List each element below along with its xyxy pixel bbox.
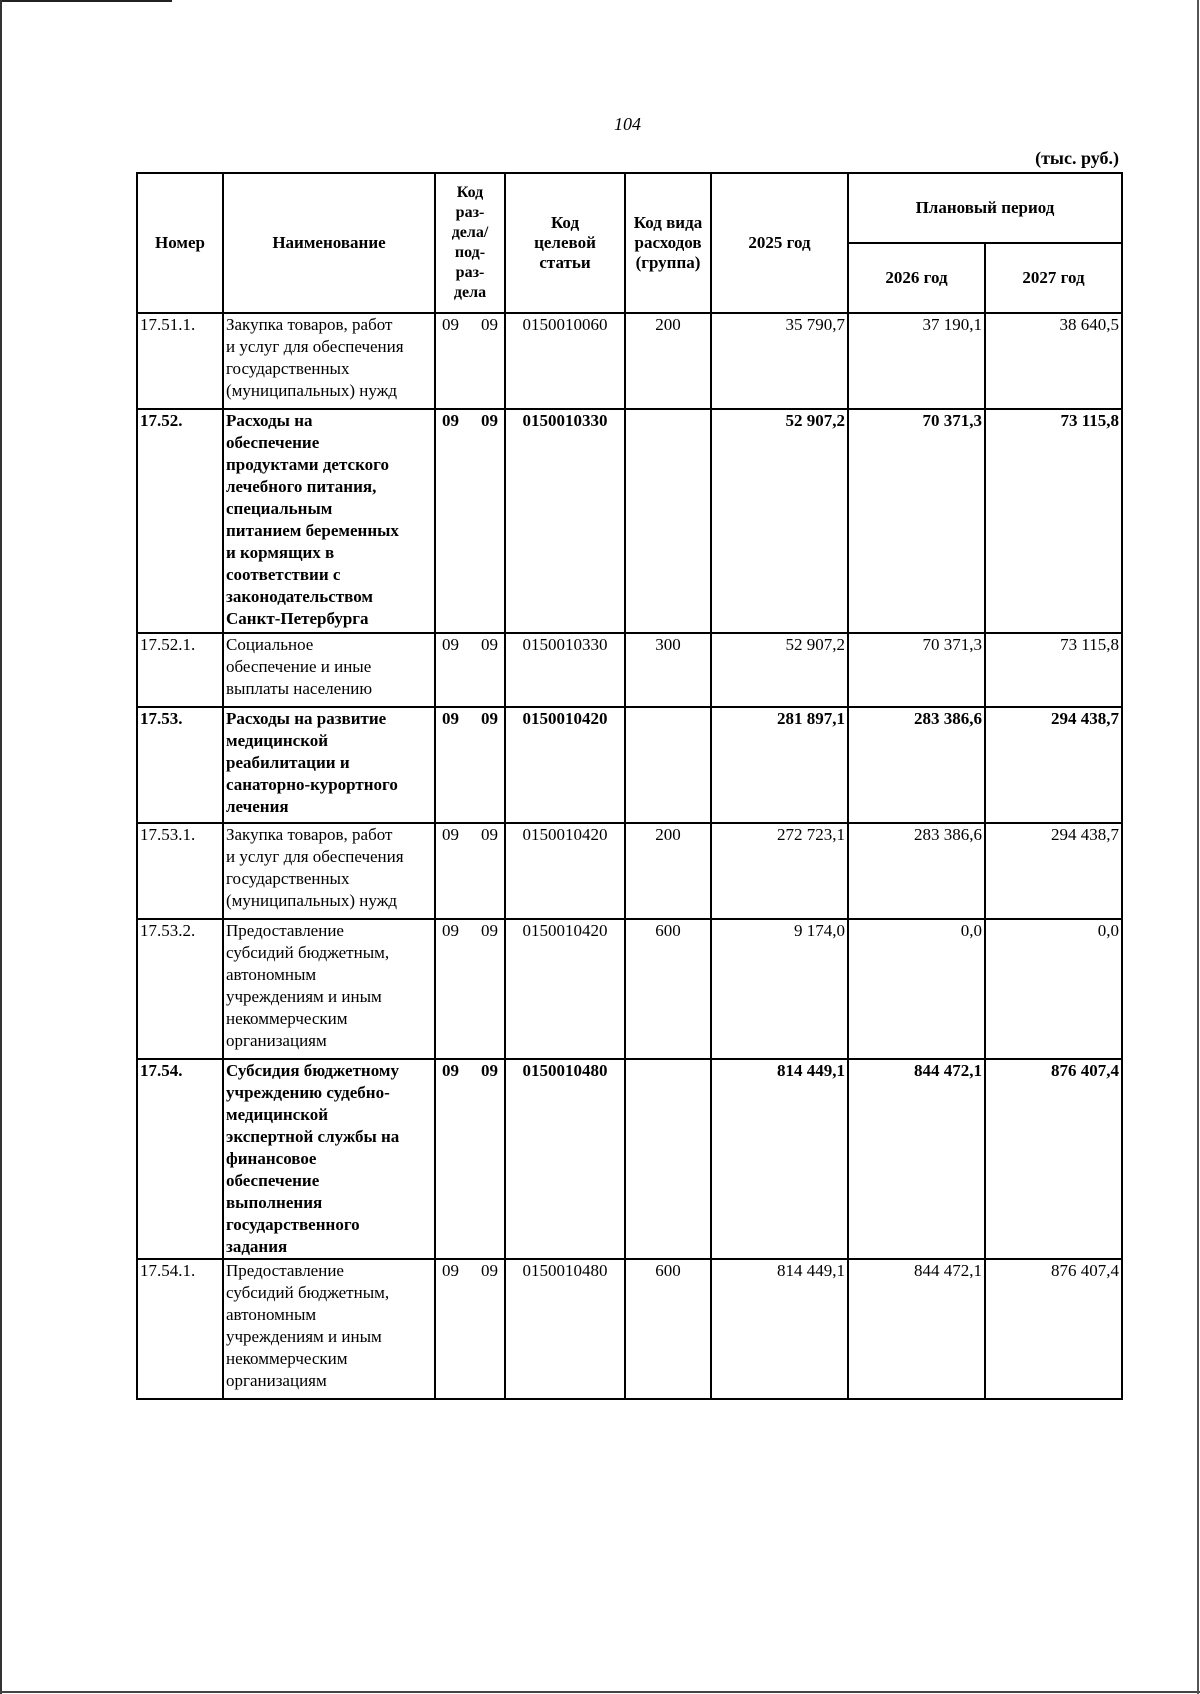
section-code: 09 — [442, 709, 459, 728]
cell-name-line: Субсидия бюджетному — [226, 1061, 399, 1080]
cell-amount-2027: 294 438,7 — [985, 707, 1122, 823]
cell-name-line: и кормящих в — [226, 543, 335, 562]
cell-name-line: и услуг для обеспечения — [226, 847, 404, 866]
table-row — [137, 1259, 1122, 1399]
cell-name-line: Предоставление — [226, 921, 344, 940]
header-year-2026: 2026 год — [848, 243, 985, 313]
cell-expense-type — [625, 409, 711, 633]
cell-name-line: лечебного питания, — [226, 477, 377, 496]
cell-name-line: и услуг для обеспечения — [226, 337, 404, 356]
cell-name-line: Закупка товаров, работ — [226, 825, 393, 844]
subsection-code: 09 — [481, 709, 498, 728]
cell-name-line: законодательством — [226, 587, 374, 606]
cell-amount-2027: 73 115,8 — [985, 633, 1122, 707]
subsection-code: 09 — [481, 411, 498, 430]
cell-amount-2027: 876 407,4 — [985, 1259, 1122, 1399]
scan-edge-right — [1197, 0, 1199, 1694]
cell-number: 17.53.2. — [137, 919, 223, 1059]
header-section-code-line: дела — [453, 284, 487, 301]
subsection-code: 09 — [481, 825, 498, 844]
cell-target-code: 0150010060 — [505, 313, 625, 409]
cell-section-code — [435, 409, 505, 633]
header-target-code — [505, 173, 625, 313]
cell-amount-2025: 814 449,1 — [711, 1059, 848, 1259]
cell-section-code — [435, 1059, 505, 1259]
cell-name-line: санаторно-курортного — [226, 775, 398, 794]
cell-name-line: реабилитации и — [226, 753, 350, 772]
cell-amount-2027: 0,0 — [985, 919, 1122, 1059]
cell-name-line: задания — [226, 1237, 288, 1256]
table-row — [137, 823, 1122, 919]
header-target-code-line: целевой — [534, 233, 596, 252]
cell-name-line: экспертной службы на — [226, 1127, 400, 1146]
cell-amount-2026: 70 371,3 — [848, 633, 985, 707]
cell-target-code: 0150010330 — [505, 409, 625, 633]
cell-name-line: Предоставление — [226, 1261, 344, 1280]
section-code: 09 — [442, 1261, 459, 1280]
header-name: Наименование — [223, 173, 435, 313]
cell-target-code: 0150010420 — [505, 707, 625, 823]
cell-expense-type: 200 — [625, 823, 711, 919]
scan-edge-bottom — [0, 1691, 1200, 1693]
cell-name-line: некоммерческим — [226, 1349, 348, 1368]
header-section-code-line: раз- — [455, 204, 485, 221]
cell-amount-2026: 37 190,1 — [848, 313, 985, 409]
cell-name-line: обеспечение — [226, 433, 320, 452]
table-row — [137, 1059, 1122, 1259]
section-code: 09 — [442, 635, 459, 654]
cell-expense-type — [625, 707, 711, 823]
cell-amount-2027: 38 640,5 — [985, 313, 1122, 409]
cell-name — [223, 919, 435, 1059]
cell-number: 17.52. — [137, 409, 223, 633]
cell-name-line: учреждениям и иным — [226, 1327, 382, 1346]
cell-number: 17.54. — [137, 1059, 223, 1259]
table-body — [137, 313, 1122, 1399]
section-code: 09 — [442, 1061, 459, 1080]
header-expense-type-line: расходов — [634, 233, 702, 252]
cell-name-line: медицинской — [226, 1105, 329, 1124]
cell-name-line: выплаты населению — [226, 679, 373, 698]
cell-name-line: обеспечение и иные — [226, 657, 372, 676]
cell-amount-2025: 52 907,2 — [711, 409, 848, 633]
cell-amount-2025: 35 790,7 — [711, 313, 848, 409]
cell-name-line: государственных — [226, 869, 350, 888]
cell-number: 17.54.1. — [137, 1259, 223, 1399]
cell-name-line: некоммерческим — [226, 1009, 348, 1028]
cell-section-code — [435, 313, 505, 409]
section-code: 09 — [442, 825, 459, 844]
cell-amount-2027: 294 438,7 — [985, 823, 1122, 919]
cell-name-line: медицинской — [226, 731, 329, 750]
header-section-code-line: под- — [454, 244, 486, 261]
cell-name — [223, 409, 435, 633]
cell-section-code — [435, 1259, 505, 1399]
cell-name-line: финансовое — [226, 1149, 317, 1168]
cell-name-line: лечения — [226, 797, 289, 816]
cell-name — [223, 313, 435, 409]
cell-amount-2025: 52 907,2 — [711, 633, 848, 707]
subsection-code: 09 — [481, 1061, 498, 1080]
cell-amount-2026: 70 371,3 — [848, 409, 985, 633]
cell-amount-2026: 283 386,6 — [848, 707, 985, 823]
header-year-2027: 2027 год — [985, 243, 1122, 313]
cell-name-line: Расходы на развитие — [226, 709, 387, 728]
cell-target-code: 0150010420 — [505, 823, 625, 919]
cell-name — [223, 633, 435, 707]
cell-name-line: Расходы на — [226, 411, 313, 430]
cell-name — [223, 1059, 435, 1259]
header-section-code-line: дела/ — [451, 224, 489, 241]
section-code: 09 — [442, 921, 459, 940]
cell-name-line: Санкт-Петербурга — [226, 609, 369, 628]
cell-amount-2026: 844 472,1 — [848, 1059, 985, 1259]
cell-target-code: 0150010330 — [505, 633, 625, 707]
page-number: 104 — [614, 114, 641, 134]
cell-name-line: соответствии с — [226, 565, 341, 584]
header-section-code-line: раз- — [455, 264, 485, 281]
cell-target-code: 0150010480 — [505, 1059, 625, 1259]
cell-name-line: (муниципальных) нужд — [226, 381, 398, 400]
cell-expense-type — [625, 1059, 711, 1259]
section-code: 09 — [442, 315, 459, 334]
subsection-code: 09 — [481, 635, 498, 654]
table-row — [137, 633, 1122, 707]
header-target-code-line: Код — [550, 213, 580, 232]
header-expense-type-line: Код вида — [633, 213, 703, 232]
cell-number: 17.52.1. — [137, 633, 223, 707]
header-expense-type-code — [625, 173, 711, 313]
cell-name-line: субсидий бюджетным, — [226, 943, 390, 962]
header-section-code — [435, 173, 505, 313]
cell-amount-2025: 814 449,1 — [711, 1259, 848, 1399]
cell-expense-type: 200 — [625, 313, 711, 409]
cell-amount-2026: 844 472,1 — [848, 1259, 985, 1399]
header-expense-type-line: (группа) — [635, 253, 701, 272]
cell-name-line: государственного — [226, 1215, 360, 1234]
table-row — [137, 409, 1122, 633]
cell-name — [223, 707, 435, 823]
subsection-code: 09 — [481, 921, 498, 940]
table-row — [137, 707, 1122, 823]
cell-name — [223, 1259, 435, 1399]
cell-name-line: питанием беременных — [226, 521, 399, 540]
header-year-2025: 2025 год — [711, 173, 848, 313]
subsection-code: 09 — [481, 1261, 498, 1280]
cell-name-line: субсидий бюджетным, — [226, 1283, 390, 1302]
scan-edge-top — [0, 0, 172, 2]
cell-name-line: специальным — [226, 499, 333, 518]
header-target-code-line: статьи — [539, 253, 591, 272]
cell-name-line: выполнения — [226, 1193, 323, 1212]
cell-name-line: учреждениям и иным — [226, 987, 382, 1006]
cell-name-line: Социальное — [226, 635, 314, 654]
subsection-code: 09 — [481, 315, 498, 334]
cell-target-code: 0150010420 — [505, 919, 625, 1059]
section-code: 09 — [442, 411, 459, 430]
budget-table — [136, 172, 1123, 1400]
header-planning-period: Плановый период — [848, 173, 1122, 243]
cell-amount-2026: 0,0 — [848, 919, 985, 1059]
cell-number: 17.51.1. — [137, 313, 223, 409]
header-section-code-line: Код — [456, 184, 484, 201]
cell-amount-2027: 73 115,8 — [985, 409, 1122, 633]
cell-name-line: обеспечение — [226, 1171, 320, 1190]
table-row — [137, 313, 1122, 409]
cell-section-code — [435, 707, 505, 823]
cell-name-line: автономным — [226, 1305, 317, 1324]
cell-name-line: организациям — [226, 1031, 327, 1050]
cell-section-code — [435, 919, 505, 1059]
cell-section-code — [435, 823, 505, 919]
cell-amount-2025: 281 897,1 — [711, 707, 848, 823]
cell-name-line: продуктами детского — [226, 455, 389, 474]
cell-expense-type: 600 — [625, 1259, 711, 1399]
header-row-1 — [137, 173, 1122, 243]
cell-name-line: автономным — [226, 965, 317, 984]
units-label: (тыс. руб.) — [1035, 148, 1119, 168]
cell-amount-2027: 876 407,4 — [985, 1059, 1122, 1259]
scan-edge-left — [0, 0, 2, 1694]
cell-expense-type: 300 — [625, 633, 711, 707]
cell-amount-2025: 9 174,0 — [711, 919, 848, 1059]
cell-amount-2026: 283 386,6 — [848, 823, 985, 919]
cell-amount-2025: 272 723,1 — [711, 823, 848, 919]
cell-expense-type: 600 — [625, 919, 711, 1059]
cell-number: 17.53.1. — [137, 823, 223, 919]
cell-name — [223, 823, 435, 919]
cell-name-line: Закупка товаров, работ — [226, 315, 393, 334]
cell-section-code — [435, 633, 505, 707]
cell-name-line: учреждению судебно- — [226, 1083, 390, 1102]
cell-number: 17.53. — [137, 707, 223, 823]
cell-name-line: (муниципальных) нужд — [226, 891, 398, 910]
header-number: Номер — [137, 173, 223, 313]
cell-name-line: организациям — [226, 1371, 327, 1390]
table-row — [137, 919, 1122, 1059]
cell-target-code: 0150010480 — [505, 1259, 625, 1399]
cell-name-line: государственных — [226, 359, 350, 378]
